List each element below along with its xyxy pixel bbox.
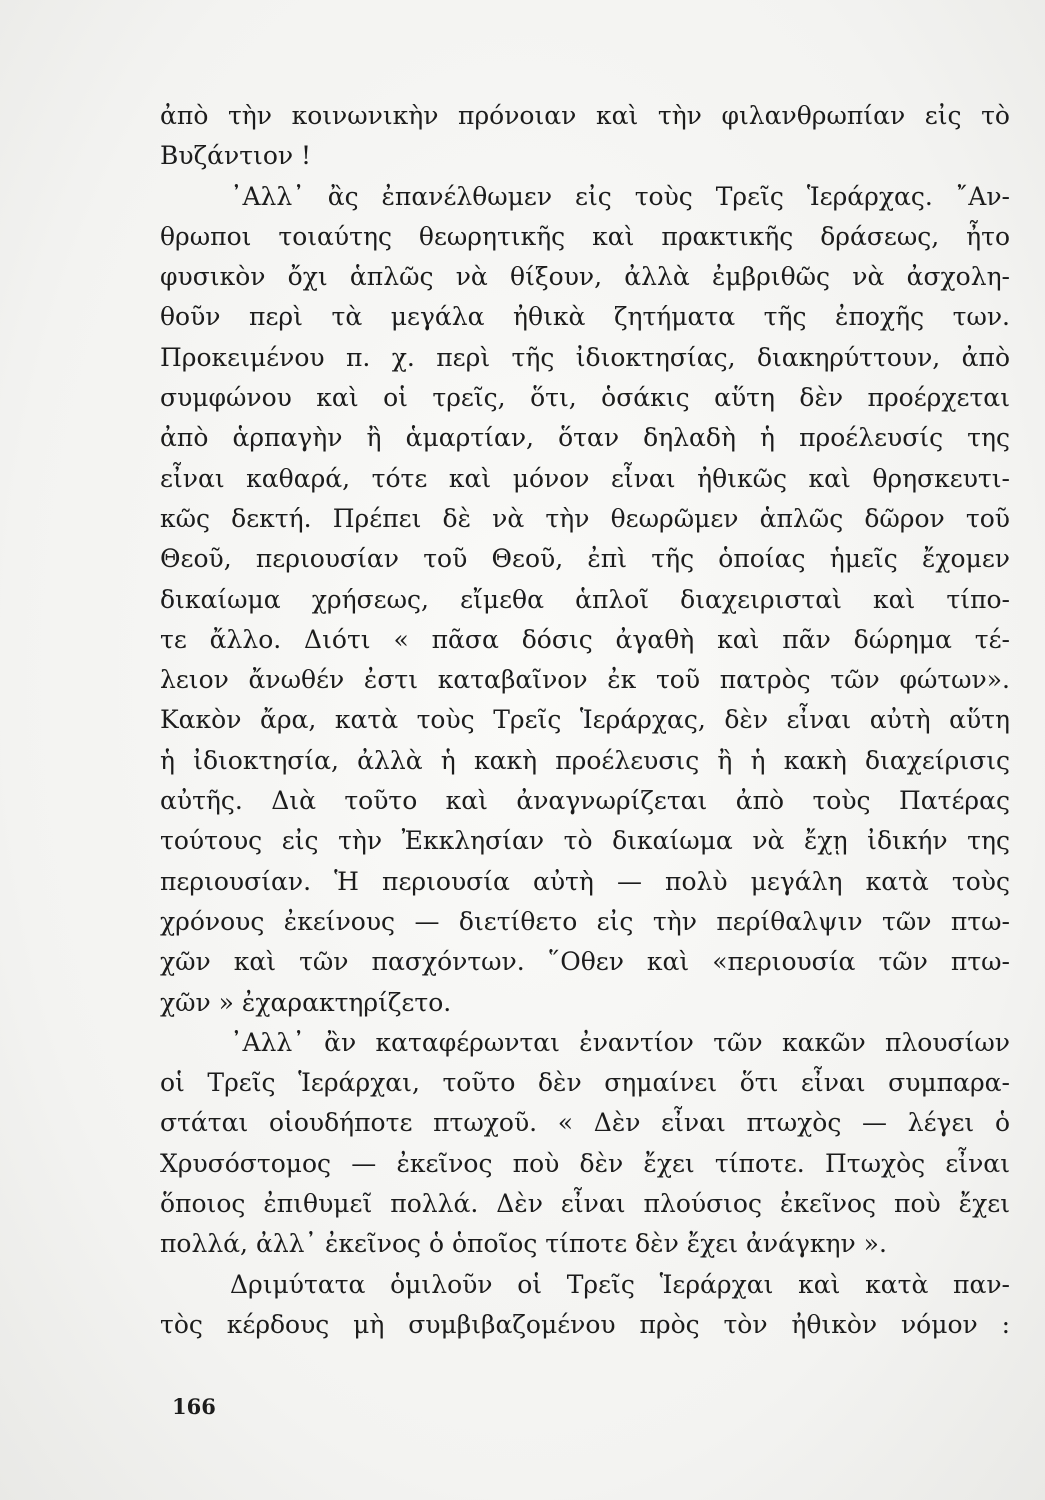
- text-line: δικαίωμα χρήσεως, εἴμεθα ἁπλοῖ διαχειρισταὶ καὶ τίπο-: [160, 584, 1010, 614]
- text-line: στάται οἱουδήποτε πτωχοῦ. « Δὲν εἶναι πτωχὸς — λέγει ὁ: [160, 1108, 1010, 1138]
- text-line: χῶν » ἐχαρακτηρίζετο.: [160, 987, 452, 1017]
- text-line: χρόνους ἐκείνους — διετίθετο εἰς τὴν περίθαλψιν τῶν πτω-: [160, 906, 1010, 936]
- text-line: τε ἄλλο. Διότι « πᾶσα δόσις ἀγαθὴ καὶ πᾶν δώρημα τέ-: [160, 624, 1010, 654]
- body-text: [160, 96, 1010, 1345]
- page-number: 166: [172, 1394, 216, 1419]
- text-line: ἀπὸ ἁρπαγὴν ἢ ἁμαρτίαν, ὅταν δηλαδὴ ἡ προέλευσίς της: [160, 423, 1010, 453]
- text-line: κῶς δεκτή. Πρέπει δὲ νὰ τὴν θεωρῶμεν ἁπλῶς δῶρον τοῦ: [160, 503, 1010, 533]
- text-line: αὐτῆς. Διὰ τοῦτο καὶ ἀναγνωρίζεται ἀπὸ τοὺς Πατέρας: [160, 786, 1010, 816]
- text-line: ὅποιος ἐπιθυμεῖ πολλά. Δὲν εἶναι πλούσιος ἐκεῖνος ποὺ ἔχει: [160, 1189, 1010, 1219]
- text-line: ᾿Αλλ᾿ ἂς ἐπανέλθωμεν εἰς τοὺς Τρεῖς Ἱεράρχας. ῎Αν-: [230, 181, 1010, 211]
- text-line: τὸς κέρδους μὴ συμβιβαζομένου πρὸς τὸν ἠθικὸν νόμον :: [160, 1309, 1010, 1339]
- text-line: συμφώνου καὶ οἱ τρεῖς, ὅτι, ὁσάκις αὕτη δὲν προέρχεται: [160, 383, 1010, 413]
- text-line: οἱ Τρεῖς Ἱεράρχαι, τοῦτο δὲν σημαίνει ὅτι εἶναι συμπαρα-: [160, 1068, 1010, 1098]
- text-line: Βυζάντιον !: [160, 141, 312, 171]
- text-line: τούτους εἰς τὴν Ἐκκλησίαν τὸ δικαίωμα νὰ ἔχῃ ἰδικήν της: [160, 826, 1010, 856]
- text-line: εἶναι καθαρά, τότε καὶ μόνον εἶναι ἠθικῶς καὶ θρησκευτι-: [160, 463, 1010, 493]
- text-line: Θεοῦ, περιουσίαν τοῦ Θεοῦ, ἐπὶ τῆς ὁποίας ἡμεῖς ἔχομεν: [160, 544, 1010, 574]
- text-line: πολλά, ἀλλ᾿ ἐκεῖνος ὁ ὁποῖος τίποτε δὲν ἔχει ἀνάγκην ».: [160, 1229, 887, 1259]
- text-line: Κακὸν ἄρα, κατὰ τοὺς Τρεῖς Ἱεράρχας, δὲν εἶναι αὐτὴ αὕτη: [160, 705, 1010, 735]
- text-line: Χρυσόστομος — ἐκεῖνος ποὺ δὲν ἔχει τίποτε. Πτωχὸς εἶναι: [160, 1148, 1010, 1178]
- text-line: θοῦν περὶ τὰ μεγάλα ἠθικὰ ζητήματα τῆς ἐποχῆς των.: [160, 302, 1010, 332]
- text-line: ἡ ἰδιοκτησία, ἀλλὰ ἡ κακὴ προέλευσις ἢ ἡ κακὴ διαχείρισις: [160, 745, 1010, 775]
- text-line: χῶν καὶ τῶν πασχόντων. ῞Οθεν καὶ «περιουσία τῶν πτω-: [160, 947, 1010, 977]
- text-line: Δριμύτατα ὁμιλοῦν οἱ Τρεῖς Ἱεράρχαι καὶ κατὰ παν-: [230, 1269, 1010, 1299]
- text-line: θρωποι τοιαύτης θεωρητικῆς καὶ πρακτικῆς δράσεως, ἦτο: [160, 221, 1010, 251]
- text-line: ᾿Αλλ᾿ ἂν καταφέρωνται ἐναντίον τῶν κακῶν πλουσίων: [230, 1027, 1010, 1057]
- text-line: ἀπὸ τὴν κοινωνικὴν πρόνοιαν καὶ τὴν φιλανθρωπίαν εἰς τὸ: [160, 101, 1010, 130]
- text-line: λειον ἄνωθέν ἐστι καταβαῖνον ἐκ τοῦ πατρὸς τῶν φώτων».: [160, 665, 1010, 695]
- text-line: περιουσίαν. Ἡ περιουσία αὐτὴ — πολὺ μεγάλη κατὰ τοὺς: [160, 866, 1010, 896]
- text-line: Προκειμένου π. χ. περὶ τῆς ἰδιοκτησίας, διακηρύττουν, ἀπὸ: [160, 342, 1010, 372]
- text-line: φυσικὸν ὄχι ἁπλῶς νὰ θίξουν, ἀλλὰ ἐμβριθῶς νὰ ἀσχολη-: [160, 262, 1010, 292]
